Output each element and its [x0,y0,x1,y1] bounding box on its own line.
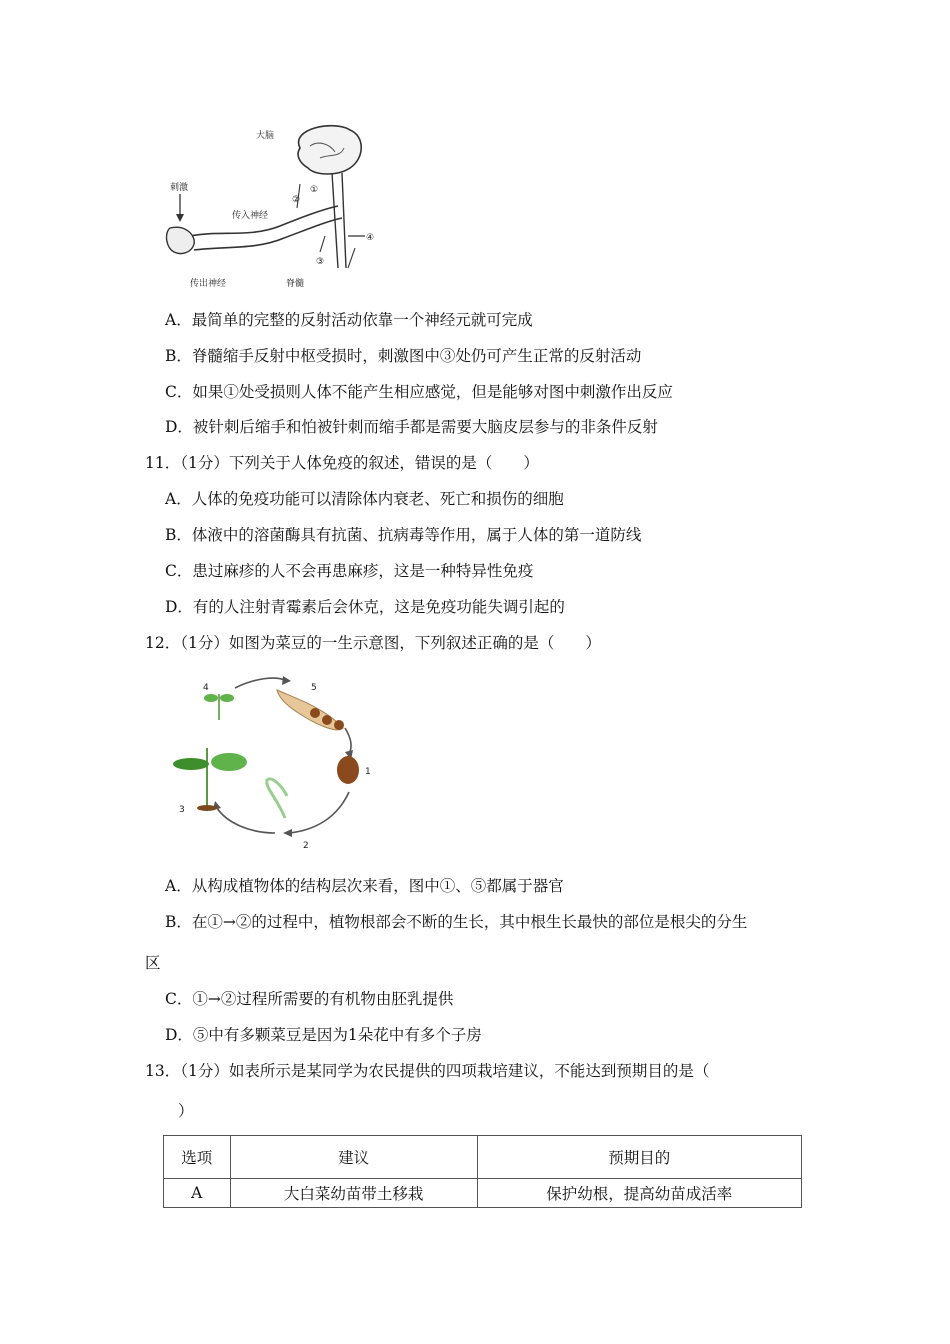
q12-option-d: D．⑤中有多颗菜豆是因为1朵花中有多个子房 [165,1026,482,1044]
label-stimulus: 刺激 [170,183,189,193]
table-header-cell: 建议 [230,1136,477,1179]
reflex-arc-figure [160,118,390,298]
pod-shape [277,690,343,730]
seed-shape [337,756,359,784]
label-spinal: 脊髓 [286,279,305,289]
skin-shape [167,227,195,253]
table-header-row [164,1136,802,1179]
stage-label-3: 3 [179,805,185,815]
table-row [164,1179,802,1208]
stage-label-5: 5 [311,683,317,693]
stage-label-2: 2 [303,841,309,851]
table-header-cell: 选项 [164,1136,231,1179]
q13-table [163,1135,802,1208]
stage-label-4: 4 [203,683,209,693]
q12-option-b: B．在①→②的过程中，植物根部会不断的生长，其中根生长最快的部位是根尖的分生 [165,913,748,931]
q11-option-c: C．患过麻疹的人不会再患麻疹，这是一种特异性免疫 [165,562,534,580]
q12-option-c: C．①→②过程所需要的有机物由胚乳提供 [165,990,454,1008]
q10-option-b: B．脊髓缩手反射中枢受损时，刺激图中③处仍可产生正常的反射活动 [165,347,642,365]
q11-option-b: B．体液中的溶菌酶具有抗菌、抗病毒等作用，属于人体的第一道防线 [165,526,642,544]
q10-option-c: C．如果①处受损则人体不能产生相应感觉，但是能够对图中刺激作出反应 [165,383,673,401]
label-efferent: 传出神经 [190,279,227,289]
label-marker-3: ③ [316,257,325,267]
q10-option-a: A．最简单的完整的反射活动依靠一个神经元就可完成 [165,311,533,329]
table-cell: A [164,1179,231,1208]
q12-option-b-continued: 区 [145,954,161,972]
brain-shape [298,126,361,174]
stage-label-1: 1 [365,767,371,777]
label-afferent: 传入神经 [232,211,269,221]
q11-stem: 11．（1分）下列关于人体免疫的叙述，错误的是（ ） [145,454,539,472]
bean-lifecycle-figure [165,668,375,858]
q11-option-d: D．有的人注射青霉素后会休克，这是免疫功能失调引起的 [165,598,565,616]
q10-option-d: D．被针刺后缩手和怕被针刺而缩手都是需要大脑皮层参与的非条件反射 [165,418,658,436]
label-marker-1: ① [310,185,319,195]
q11-option-a: A．人体的免疫功能可以清除体内衰老、死亡和损伤的细胞 [165,490,564,508]
q13-stem: 13．（1分）如表所示是某同学为农民提供的四项栽培建议，不能达到预期目的是（ [145,1062,710,1080]
table-cell: 保护幼根，提高幼苗成活率 [477,1179,801,1208]
q12-stem: 12．（1分）如图为菜豆的一生示意图，下列叙述正确的是（ ） [145,634,601,652]
label-marker-4: ④ [366,233,375,243]
table-cell: 大白菜幼苗带土移栽 [230,1179,477,1208]
germinating-shape [267,779,287,818]
label-brain: 大脑 [256,131,275,141]
label-marker-2: ② [292,195,301,205]
table-header-cell: 预期目的 [477,1136,801,1179]
q13-stem-continued: ） [178,1102,194,1120]
q12-option-a: A．从构成植物体的结构层次来看，图中①、⑤都属于器官 [165,877,564,895]
